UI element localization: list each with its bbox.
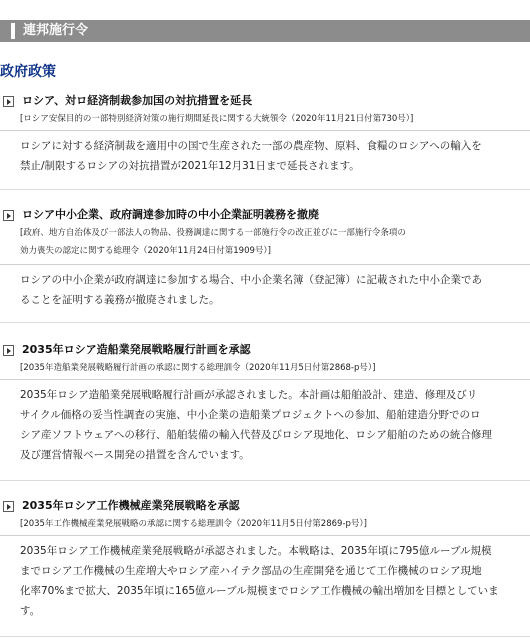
article-3-headline[interactable]: 2035年ロシア造船業発展戦略履行計画を承認 [22,343,251,356]
article-1-body-line-2: 禁止/制限するロシアの対抗措置が2021年12月31日まで延長されます。 [20,160,360,172]
arrow-bullet-icon [3,345,14,356]
article-2-headline-row[interactable] [0,208,530,224]
article-2-body-line-2: ることを証明する義務が撤廃されました。 [20,294,220,306]
article-1-citation-line-1: [ロシア安保目的の一部特別経済対策の施行期間延長に関する大統領令（2020年11月21日付第730号）] [20,114,414,124]
article-4-headline-row[interactable] [0,499,530,515]
article-4-body-line-3: 化率70%まで拡大、2035年頃に165億ルーブル規模までロシア工作機械の輸出増加を目標としていま [20,585,499,597]
article-3-citation [20,359,525,377]
article-2-body-line-1: ロシアの中小企業が政府調達に参加する場合、中小企業名簿（登記簿）に記載された中小企業であ [20,274,482,286]
article-4-divider [0,535,530,536]
article-4-body [20,541,525,621]
header-title: 連邦施行令 [23,23,89,38]
article-3-citation-line-1: [2035年造船業発展戦略履行計画の承認に関する総理訓令（2020年11月5日付第2868-р号）] [20,363,376,373]
article-3-headline-row[interactable] [0,343,530,359]
article-1-headline[interactable]: ロシア、対ロ経済制裁参加国の対抗措置を延長 [22,94,253,107]
article-1-headline-row[interactable] [0,94,530,110]
article-3-body [20,385,525,465]
arrow-bullet-icon [3,501,14,512]
article-1-body [20,136,525,176]
article-3-divider [0,379,530,380]
article-4-citation-line-1: [2035年工作機械産業発展戦略の承認に関する総理訓令（2020年11月5日付第2869-р号）] [20,519,367,529]
article-4-body-line-4: す。 [20,605,41,617]
article-2-citation-line-2: 効力喪失の認定に関する総理令（2020年11月24日付第1909号）] [20,246,271,256]
article-2-citation [20,224,525,260]
arrow-bullet-icon [3,210,14,221]
article-2-citation-line-1: [政府、地方自治体及び一部法人の物品、役務調達に関する一部施行令の改正並びに一部施行令条項の [20,228,406,238]
header-marker [11,23,15,39]
article-3-body-line-3: シア産ソフトウェアへの移行、船舶装備の輸入代替及びロシア現地化、ロシア船舶のための統合修理 [20,429,492,441]
separator-2 [0,322,530,323]
article-1-divider [0,130,530,131]
article-1-body-line-1: ロシアに対する経済制裁を適用中の国で生産された一部の農産物、原料、食糧のロシアへの輸入を [20,140,482,152]
article-4-body-line-2: までロシア工作機械の生産増大やロシア産ハイテク部品の生産開発を通じて工作機械のロシア現地 [20,565,482,577]
article-3-body-line-2: サイクル価格の妥当性調査の実施、中小企業の造船業プロジェクトへの参加、船舶建造分野でのロ [20,409,481,421]
article-3-body-line-4: 及び運営情報ベース開発の措置を含んでいます。 [20,449,250,461]
article-2-headline[interactable]: ロシア中小企業、政府調達参加時の中小企業証明義務を撤廃 [22,208,319,221]
section-title: 政府政策 [0,64,56,80]
header-bar [0,20,530,42]
article-4-citation [20,515,525,533]
article-2-body [20,270,525,310]
separator-3 [0,480,530,481]
article-1-citation [20,110,525,128]
arrow-bullet-icon [3,96,14,107]
article-4-headline[interactable]: 2035年ロシア工作機械産業発展戦略を承認 [22,499,240,512]
separator-4 [0,636,530,637]
article-3-body-line-1: 2035年ロシア造船業発展戦略履行計画が承認されました。本計画は船舶設計、建造、修理及びリ [20,389,478,401]
article-2-divider [0,264,530,265]
article-4-body-line-1: 2035年ロシア工作機械産業発展戦略が承認されました。本戦略は、2035年頃に795億ルーブル規模 [20,545,492,557]
separator-1 [0,189,530,190]
